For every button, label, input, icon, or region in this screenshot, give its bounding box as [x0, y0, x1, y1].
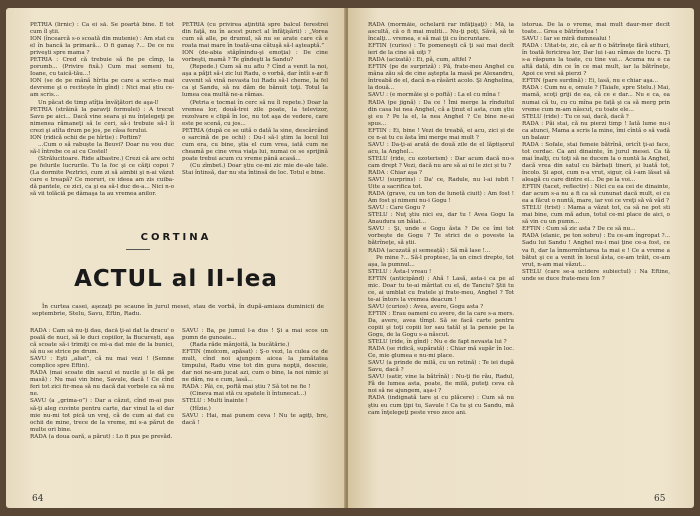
paragraph: Un păcat de timp atîţia învăţători de aşa-l! [38, 99, 159, 106]
paragraph: ION (se de pe mână hîrtia pe care a scris-o mai devreme şi o recitește în gînd) : Nici mai știu ce-am scris... [30, 78, 174, 99]
paragraph: ION (încearcă s-o scoată din mutenie) : Am stat cu el în bancă la primară... O fi ganaş ?... De ce nu priveşti spre mama ? [30, 36, 174, 57]
paragraph: RADA (elanic, pe ton sobru) : Eu ce-am îngropat ?... Sadu lui Sandu ! Anghel nu-i mai ţine ce-a fost, ce va fi, dar la înmormîntarea ta mai e ! Ce a vreme a bătut şi ce a venit în locul ăsta, ce-am trăit, ce-am vrut, n-am mai văzut... [522, 233, 670, 268]
paragraph: (Rada răde mânjoită, la bucătărie.) [190, 342, 290, 349]
paragraph: EFTIN : Erau oameni cu avere, de la care s-a mers. Da, avere, avea tîmpl. Să se facă carte pentru copiii şi toţi copiii lor sau tatăl și la pensie pe la Gogu, de la Gogu s-a născut. [368, 310, 514, 339]
paragraph: SAVU (surprins) : Da' ce, Radule, nu l-ai iubit ! Uite a sacrifica tot. [368, 177, 514, 191]
paragraph: RADA (mai scoate din sacul ei nucile şi le dă pe masă) : Nu mai vin bine, Savule, dacă ! Ce cînd feri tot zici fir-mea să nu dacă dai vorbele ca să nu ne. [30, 370, 174, 398]
paragraph: PETRIA : Cred că trebuie să fie pe cîmp, la porumb... (Privire fixă.) Cum mai semeni tu, Ioane, cu taică-tău...! [30, 57, 174, 78]
paragraph: (Repede.) Cum să nu aflu ? Cînd a venit la noi, aşa a păţit să-i zic lui Radu, o vorbă, dar întîi s-ar fi cuvenit să vină nevasta lui Radu să-l cheme, la fel ca şi Sandu, să nu dăm de bănuit toţi. Totul la lumea cea multă ne-a rămas. [182, 64, 328, 99]
paragraph: SAVU : Ba, pe jumul l-a dus ! Şi a mai scos un pumn de gunoaie... [182, 328, 328, 342]
paragraph: (Strălucitoare. Ride albastre.) Crezi că are ochi pe felurile lucrurile. Tu la foc şi ce căiţi copoi ? (La dormite Peztrici, cum zi să aimbii şi n-ai văzut care e treapă? Ce moruri, ce ideea am zis cuiba-dă pantele, ce zici, ca şi ea să-l duc de-a... Nici n-o să vii tolăciă pe dâmaşa ta au vremea anilor. [30, 155, 174, 198]
paragraph: RADA : Cam să nu-ţi dau, dacă ţi-ai dat la dracu' o poală de nuci, să le duci copiilor, la București, aşa că scoate să-i trimiţi ce mi-a dat mie de la bunici, să nu se strice pe drum. [30, 328, 174, 356]
paragraph: STELU (trist) : Mama a văzut tot, ca să ne pot sti mai bine, cum mă adun, totul ce-mi place de aici, o să vin cu un pumn... [522, 205, 670, 226]
left-column-top-a [30, 22, 174, 214]
paragraph: SAVU : Da-ţi-ai arată de două zile de el lăptișorul acu, la Anghel... [368, 141, 514, 155]
paragraph: RADA (acizată) : Ei, pă, cum, altfel ? [368, 57, 472, 64]
paragraph: EFTIN (pare surdină) : Ei, lasă, nu e chiar aşa... [522, 78, 659, 85]
paragraph: RADA (a doua oară, a părut) : Lo fi pus pe prevăd. [30, 433, 173, 440]
paragraph: RADA (acuzată și semeață) : Să mă lase !... [368, 247, 491, 254]
paragraph: EFTIN (pe de surpriză) : Pă, frate-meu Anghel cu mâna zău să de cine aştepta la masă pe Alexandru, întreabă de el, dacă n-a răsărit acolo. Şi Anghelina, la două... [368, 64, 514, 92]
paragraph: SAVU : Hai, mai punem ceva ! Nu te agiţi, bre, dacă ! [182, 412, 328, 426]
paragraph: Pe mine ?... Să-l proptesc, la un cinci drepte, tot așa, la pumnul... [368, 254, 514, 268]
right-column-b [522, 22, 670, 490]
divider [126, 249, 150, 250]
paragraph: STELU (ride, în gînd) : Nu e de fapt nevasta lui ? [368, 339, 507, 346]
paragraph: RADA : Chiar aşa ? [368, 169, 422, 176]
paragraph: SAVU (a „grima-o”) : Dar a căzut, cînd m-ai pus să-ţi aleg cuvinte pentru carte, dar vinul la el dar mie nu-mi tot pică un vrej, că de cum ai dat cu ochii de mine, trece de la vreme, mi s-a părut de multe ori bine. [30, 398, 174, 433]
paragraph: EFTIN : Ei, bine ! Vezi de treabă, ei acu, zici și de ce n-ai tu cu ăsta îmi merge mai mult ? [368, 127, 514, 141]
paragraph: PETRIA (lirnic) : Ca ei să. Se poartă bine. E tot cum îl ştii. [30, 22, 174, 36]
paragraph: EFTIN (curios) : Te pomeneşti că ţi sai mai decît ieri de la cine să uiţi ? [368, 43, 514, 57]
paragraph: PETRIA (străină la paravţi formulei) : A trecut Savu pe aici... Dacă vine seara şi nu înțelegeţi pe nimenea rămaneţi să le ceri, să-i trebuie să-l îi crezi şi atîta drum pe jos, pe căsa ferului. [30, 106, 174, 134]
paragraph: ...Cum o să rabuște la Beuvi? Doar nu vou duc să-l întrebe ce ai cu Costel! [30, 141, 174, 155]
paragraph: (Petria e tocmai în cerc să nu îl repete.) Doar la vremea lor, două-trei zile poate, la televizor, rezolvare e clipă în loc, nu tot aşa de vedere, care este pe scenă, cu jos... [182, 99, 328, 127]
page-number: 65 [654, 494, 666, 504]
paragraph: STELU (ride) : Tu ce sai, dacă, dacă ? [522, 113, 629, 120]
scene-intro: În curtea casei, aşezaţi pe scaune în jurul mesei, stau de vorbă, în după-amiaza duminicii de septembrie, Stelu, Savu, Eftin, Radu. [32, 304, 324, 318]
paragraph: SAVU : Eşti „aliat”, că nu mai vezi ! (Semne complice spre Eftin). [30, 356, 174, 370]
paragraph: SAVU : Şi, unde e Gogu ăsta ? De ce îmi tot vorbeşte de Gogu ? Te strici de o poveste la bătrîneţe, să știi. [368, 226, 514, 247]
paragraph: PETRIA (cu privirea aţintită spre balcul ferestrei din faţă, nu în acest punct al înfăţişării) : „Vorea cum să alle, pe drumul, să nu se arate care că e roata mai mare în toată-una cătuşă să-l aşteaptă.” [182, 22, 328, 50]
left-column-top-b [182, 22, 328, 214]
paragraph: RADA (pe jignă) : Da ce ! Îmi merge la rînduitul din casa lui nea Anghel, că a ţinut el asta, cum ştiu şi eu ? Pe la el, la nea Anghel ? Ce bine ne-ai spus... [368, 99, 514, 127]
paragraph: PETRIA (după ce se uită o dată la sine, descărcând o sarcină de pe ochi) : Du-l să-l ştim la locul lui cum era, cu bine, ştia el cum vrea, iată cum ne cheamă pe cine vrea viaţa lui, numai ce se sprijină poate trebui acum cu vreme până acasă... [182, 127, 328, 162]
paragraph: EFTIN (tacet, reflectiv) : Nici cu ea cei de dinainte, dar acum s-a nu a fi ca să cununat dacă mult, ei cu ea a făcut o nuntă, mare, iar voi ce vreţi să vă văd ? [522, 184, 670, 205]
paragraph: (Cineva mai stă cu spatele îi întunecat...) [190, 391, 307, 398]
left-column-bottom-b [182, 328, 328, 490]
paragraph: ION (ridică ochii de pe hîrtie) : Poftim? [30, 134, 141, 141]
paragraph: RADA : Pâi, ce, poftă mai știu ? Să tot ne fie ! [182, 384, 311, 391]
paragraph: SAVU (a prinde de milă, cu un retină) : Te iei după Savu, dacă ? [368, 360, 514, 374]
right-page [348, 8, 694, 508]
section-title: CORTINA [140, 232, 212, 243]
paragraph: RADA (indignată tare și cu plăcere) : Cum să nu ştiu eu cum ţipi tu, Savule ! Ca tu şi cu Sandu, mă cam înţelegeţi peste vreo zece ani. [368, 395, 514, 416]
paragraph: istorua. De la o vreme, mai mult daur-mer decît toate... Grea e bătrîneţea ! [522, 22, 670, 36]
paragraph: ION (de-abia stăpînindu-şi emoţia) : De cine vorbeşti, mamă ? Te gîndeşti la Sandu? [182, 50, 328, 64]
paragraph: STELU : Ăsta-l vreau ! [368, 268, 432, 275]
page-number: 64 [32, 494, 44, 504]
paragraph: (Cu zîmbet.) Doar ştiu ce-mi zic mie de-ale tale. Stai întinsă, dar nu sta întinsă de loc. Totul e bine. [182, 162, 328, 176]
paragraph: SAVU : Care Gogu ? [368, 205, 425, 212]
paragraph: SAVU : (e mormăie şi o poftă) : La el cu mîna ! [368, 92, 501, 99]
paragraph: STELU (ride, cu ezoterism) : Dar acum dacă nu-s cam drept ? Vezi, dacă nu are să ai ni le zici și tu ? [368, 155, 514, 169]
paragraph: EFTIN (anticipând) : Ahă ! Lasă, asta-i ca pe al mic. Doar tu te-ai măritat cu el, de Tanciu? Ştii tu ce, ai umblat cu fratele şi frate-meu, Anghel ? Tot te-ai întors la vremea deacum ! [368, 275, 514, 303]
paragraph: RADA : Uitat-te, zic, că ar fi o bătrîneţe fără stihuri, în toată fericirea lor, Dar lui i-au rămas de lucru. Ţi s-a răspuns la toate, cu tine vai... Acuma nu e ca altă dată, din ce în ce mai mult, iar la bătrîneţe, Apoi ce vrei să pierzi ? [522, 43, 670, 78]
left-page [6, 8, 346, 508]
paragraph: EFTIN (molcom, apăsat) : Ş-o vezi, la culea ce de mult, cînd noi ajungem aicea la jumătatea timpului, Radu vine tot din gura nopţii, descuie, dar noi ne-am jucat azi, cum o bine, la noi nimic și ne dăm, nu e cum, lasă... [182, 349, 328, 384]
left-column-bottom-a [30, 328, 174, 490]
right-column-a [368, 22, 514, 490]
paragraph: RADA : Cum nu e, omule ? (Taiafe, spre Stelu.) Mai, mamă, scoţi griji de ea, că ce e dar... Nu e ca, ea numai că tu, cu cu mîna pe față şi ca să merg prin vreme cum m-am născut, cu toate ele... [522, 85, 670, 113]
paragraph: STELU (care se-a ucidere subiectul) : Na Eftine, unde se duce frate-meu Ion ? [522, 268, 670, 282]
paragraph: (Hîzie.) [190, 405, 211, 412]
paragraph: RADA : Păi stai, că nu pierzi timp ! Iată lume nu-i ca atunci, Mama a scris la mine, îmi cîntă o să vadă un balaur [522, 120, 670, 141]
paragraph: STELU : Multi înainte ! [182, 398, 248, 405]
paragraph: RADA (se ridică, supărată) : Chiar mă supăr în loc. Ce, mie glumea e nu-mi place. [368, 346, 514, 360]
paragraph: STELU : Nuţ ştiu nici eu, dar tu ! Avea Gogu Ia Anaudura un băiat... [368, 212, 514, 226]
paragraph: RADA : Sofale, stai femeie bătrînă, oricît ţi-ai face, tot cerdac. Ca ani dinainte, în jurul mesei. Ca tă mai înalţi, cu toţi să ne ducem la o nuntă la Anghel, dacă vrea din satul cu bărbați tineri, și luată tot, încolo. Și apoi, cum n-a vrut, sigur, că i-am lăsat să aleagă cu care dintre ei... De pe la voi... [522, 141, 670, 184]
paragraph: SAVU : Iar se miră dumnealui ! [522, 36, 611, 43]
paragraph: EFTIN : Cum să zic asta ? De ce să nu... [522, 226, 636, 233]
act-title: ACTUL al II-lea [74, 266, 278, 292]
paragraph: SAVU (satir, vine la bătrînă) : Nu-ţi fie rău, Radul, Fă de lumea asta, poate, fie milă, puteţi ceva că noi să ne ajungem, aşa-i ? [368, 374, 514, 395]
paragraph: SAVU (curios) : Avea, avere, Gogu asta ? [368, 303, 484, 310]
paragraph: RADA (mormăie, ochelarii rar înfăţişaţi) : Mă, ia ascultă, că o fi mai muliti... Nu-ţi poţi, Săvă, să te încalţi... vremea, e să mai ţii cu încruntare. [368, 22, 514, 43]
paragraph: RADA (grave, cu un ton de lunetă ciuit) : Am fost ! Am fost şi nimeni nu-i Gogu ! [368, 191, 514, 205]
